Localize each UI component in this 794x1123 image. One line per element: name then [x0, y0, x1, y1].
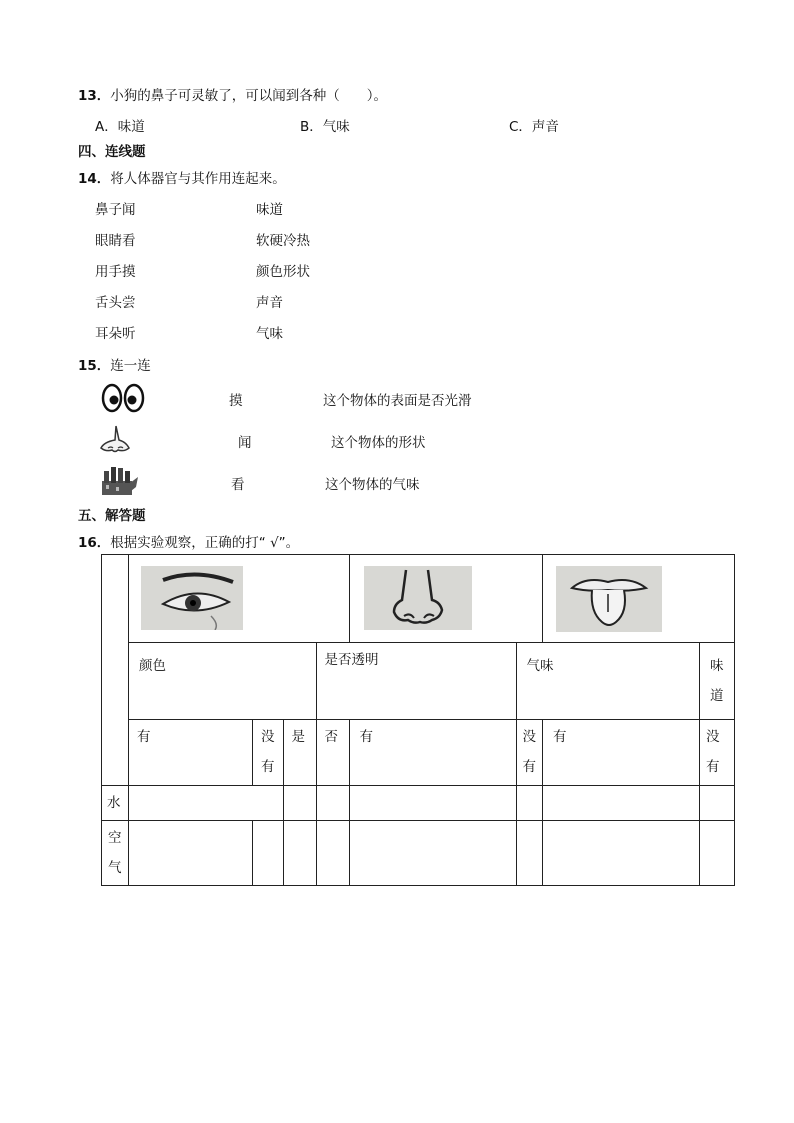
answer-cell[interactable] — [129, 786, 284, 821]
smell-none-cell — [516, 720, 543, 786]
taste-none-label: 没有 — [706, 729, 720, 775]
answer-cell[interactable] — [349, 821, 516, 886]
transparent-yes-cell — [283, 720, 316, 786]
q13-option-b[interactable]: B．气味 — [300, 119, 350, 135]
answer-cell[interactable] — [700, 786, 735, 821]
color-header: 颜色 — [139, 658, 166, 674]
q15-right-item[interactable]: 这个物体的形状 — [331, 435, 426, 451]
taste-none-cell — [700, 720, 735, 786]
taste-header: 味道 — [710, 658, 724, 704]
smell-have-label: 有 — [359, 729, 373, 745]
q13-option-a[interactable]: A．味道 — [95, 119, 145, 135]
answer-cell[interactable] — [700, 821, 735, 886]
row-label-water: 水 — [107, 795, 121, 811]
q14-left-item[interactable]: 舌头尝 — [95, 295, 136, 311]
q14-right-item[interactable]: 声音 — [256, 295, 283, 311]
q15-middle-item[interactable]: 闻 — [238, 435, 252, 451]
q14-left-item[interactable]: 鼻子闻 — [95, 202, 136, 218]
smell-header-cell — [516, 643, 700, 720]
answer-cell[interactable] — [349, 786, 516, 821]
taste-have-label: 有 — [553, 729, 567, 745]
eye-picture-icon — [141, 566, 243, 630]
q16-text: 根据实验观察，正确的打“ √”。 — [110, 535, 300, 551]
row-label-cell — [102, 821, 129, 886]
tongue-picture-icon — [556, 566, 662, 632]
answer-cell[interactable] — [316, 821, 349, 886]
q14-right-item[interactable]: 颜色形状 — [256, 264, 310, 280]
color-none-cell — [253, 720, 284, 786]
q15-line — [78, 354, 151, 374]
tongue-picture-cell — [543, 555, 735, 643]
transparent-header-cell — [316, 643, 516, 720]
nose-picture-cell — [349, 555, 543, 643]
answer-cell[interactable] — [516, 786, 543, 821]
q14-right-item[interactable]: 味道 — [256, 202, 283, 218]
answer-cell[interactable] — [516, 821, 543, 886]
color-none-label: 没有 — [261, 729, 275, 775]
q13-number: 13． — [78, 88, 111, 104]
q15-text: 连一连 — [110, 358, 151, 374]
q15-middle-item[interactable]: 摸 — [229, 393, 243, 409]
taste-header-cell — [700, 643, 735, 720]
q13-option-c[interactable]: C．声音 — [509, 119, 559, 135]
answer-cell[interactable] — [283, 821, 316, 886]
q15-right-item[interactable]: 这个物体的表面是否光滑 — [323, 393, 472, 409]
q13-text: 小狗的鼻子可灵敏了，可以闻到各种（ ）。 — [110, 88, 388, 104]
transparent-yes-label: 是 — [291, 729, 305, 745]
answer-cell[interactable] — [316, 786, 349, 821]
row-label-cell — [102, 786, 129, 821]
smell-have-cell — [349, 720, 516, 786]
table-corner-cell — [102, 555, 129, 786]
nose-icon[interactable] — [96, 424, 134, 454]
q14-right-item[interactable]: 气味 — [256, 326, 283, 342]
answer-cell[interactable] — [543, 821, 700, 886]
row-label-air: 空气 — [108, 830, 122, 876]
section4-title: 四、连线题 — [78, 144, 146, 160]
smell-none-label: 没有 — [522, 729, 536, 775]
q13-line — [78, 84, 387, 104]
q14-left-item[interactable]: 眼睛看 — [95, 233, 136, 249]
nose-picture-icon — [364, 566, 472, 630]
smell-header: 气味 — [526, 658, 554, 674]
answer-cell[interactable] — [129, 821, 253, 886]
color-header-cell — [129, 643, 317, 720]
q16-number: 16． — [78, 535, 111, 551]
q15-number: 15． — [78, 358, 111, 374]
answer-cell[interactable] — [283, 786, 316, 821]
observation-table — [101, 554, 735, 886]
section5-title: 五、解答题 — [78, 508, 146, 524]
eyes-icon[interactable] — [100, 382, 146, 414]
transparent-header: 是否透明 — [324, 652, 379, 668]
q15-middle-item[interactable]: 看 — [231, 477, 245, 493]
q14-number: 14． — [78, 171, 111, 187]
transparent-no-cell — [316, 720, 349, 786]
eye-picture-cell — [129, 555, 350, 643]
q14-right-item[interactable]: 软硬冷热 — [256, 233, 310, 249]
transparent-no-label: 否 — [324, 729, 338, 745]
color-have-label: 有 — [137, 729, 151, 745]
q14-line — [78, 167, 286, 187]
q14-text: 将人体器官与其作用连起来。 — [110, 171, 286, 187]
q14-left-item[interactable]: 用手摸 — [95, 264, 136, 280]
q16-line — [78, 531, 299, 551]
q14-left-item[interactable]: 耳朵听 — [95, 326, 136, 342]
q15-right-item[interactable]: 这个物体的气味 — [325, 477, 420, 493]
color-have-cell — [129, 720, 253, 786]
hand-icon[interactable] — [98, 465, 140, 497]
answer-cell[interactable] — [543, 786, 700, 821]
taste-have-cell — [543, 720, 700, 786]
answer-cell[interactable] — [253, 821, 284, 886]
